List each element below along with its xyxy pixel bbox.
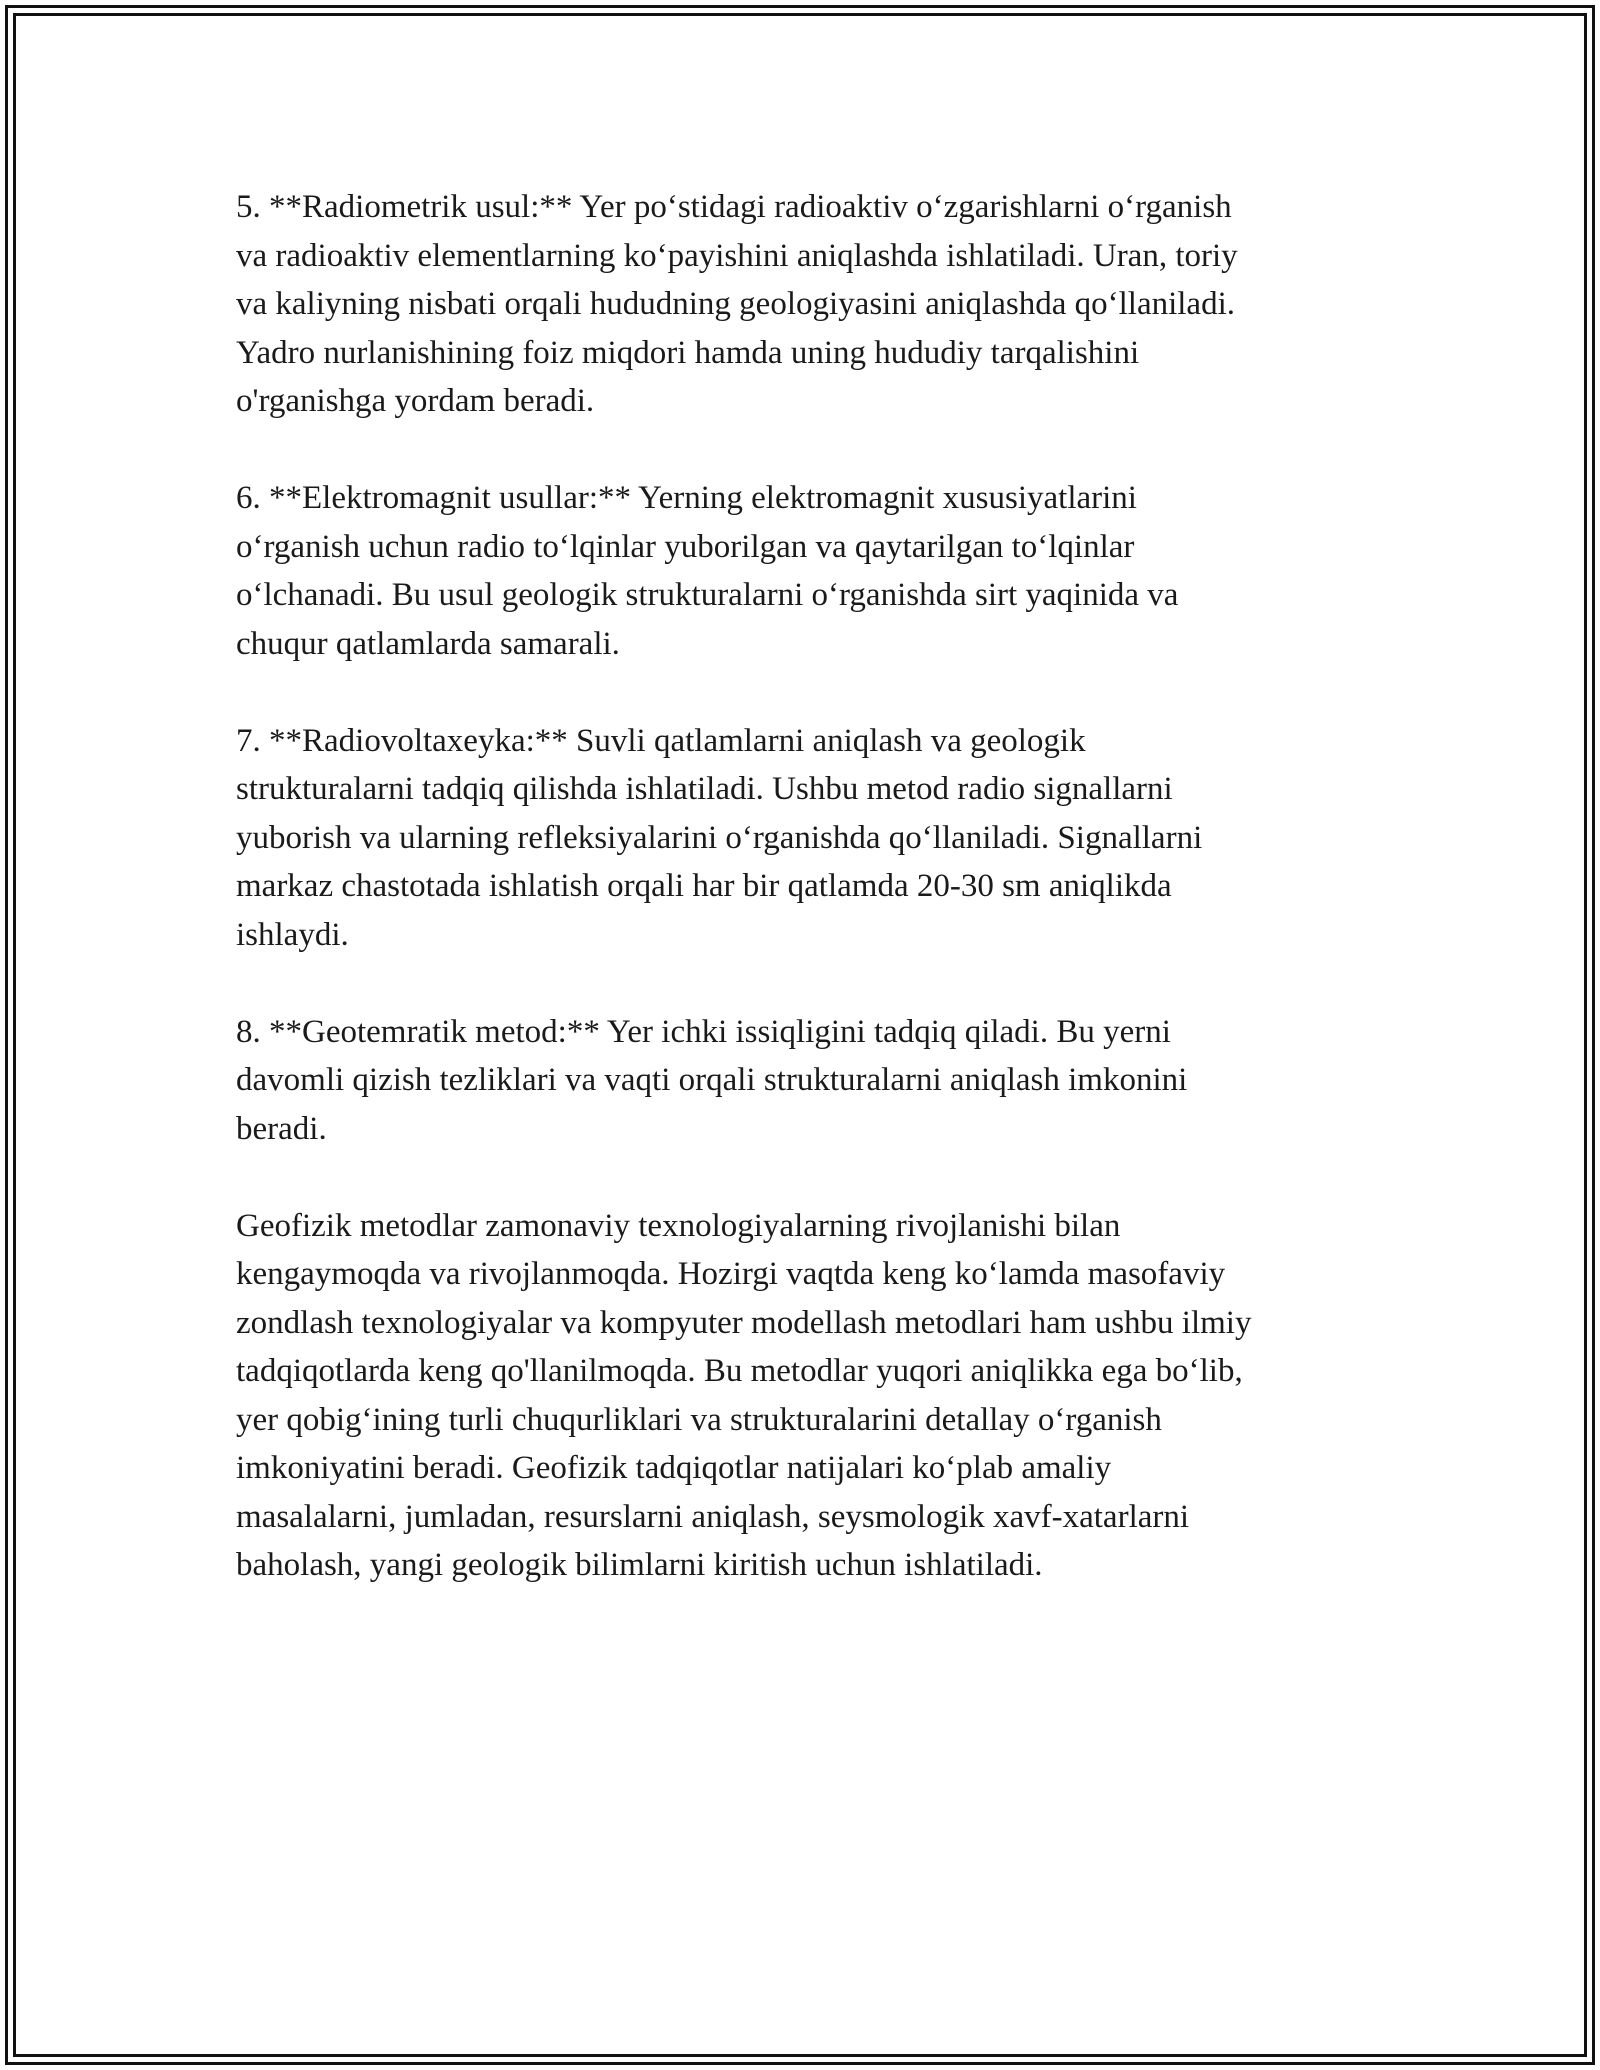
text-line: baholash, yangi geologik bilimlarni kiritish uchun ishlatiladi. (236, 1547, 1043, 1583)
text-line: 8. **Geotemratik metod:** Yer ichki issiqligini tadqiq qiladi. Bu yerni (236, 1013, 1171, 1050)
text-line: yuborish va ularning refleksiyalarini o‘rganishda qo‘llaniladi. Signallarni (236, 819, 1203, 856)
paragraph-radiovoltaxeyka (236, 717, 1366, 960)
text-line: yer qobig‘ining turli chuqurliklari va strukturalarini detallay o‘rganish (236, 1401, 1162, 1438)
paragraph-radiometrik (236, 183, 1366, 426)
text-line: o‘rganish uchun radio to‘lqinlar yuborilgan va qaytarilgan to‘lqinlar (236, 528, 1135, 565)
text-line: strukturalarni tadqiq qilishda ishlatiladi. Ushbu metod radio signallarni (236, 771, 1173, 807)
text-line: masalalarni, jumladan, resurslarni aniqlash, seysmologik xavf-xatarlarni (236, 1498, 1190, 1535)
text-line: zondlash texnologiyalar va kompyuter modellash metodlari ham ushbu ilmiy (236, 1304, 1252, 1341)
text-line: markaz chastotada ishlatish orqali har bir qatlamda 20-30 sm aniqlikda (236, 868, 1172, 904)
text-line: 7. **Radiovoltaxeyka:** Suvli qatlamlarni aniqlash va geologik (236, 722, 1086, 759)
text-line: imkoniyatini beradi. Geofizik tadqiqotlar natijalari ko‘plab amaliy (236, 1450, 1112, 1486)
text-line: va radioaktiv elementlarning ko‘payishini aniqlashda ishlatiladi. Uran, toriy (236, 237, 1238, 274)
paragraph-elektromagnit (236, 474, 1366, 668)
paragraph-summary (236, 1202, 1366, 1590)
text-line: kengaymoqda va rivojlanmoqda. Hozirgi vaqtda keng ko‘lamda masofaviy (236, 1256, 1226, 1292)
text-line: va kaliyning nisbati orqali hududning geologiyasini aniqlashda qo‘llaniladi. (236, 286, 1235, 322)
text-line: 6. **Elektromagnit usullar:** Yerning elektromagnit xususiyatlarini (236, 480, 1137, 516)
paragraph-geotemratik (236, 1008, 1366, 1154)
text-line: o'rganishga yordam beradi. (236, 383, 595, 419)
text-line: 5. **Radiometrik usul:** Yer po‘stidagi radioaktiv o‘zgarishlarni o‘rganish (236, 189, 1232, 225)
text-line: davomli qizish tezliklari va vaqti orqali strukturalarni aniqlash imkonini (236, 1062, 1188, 1098)
text-line: o‘lchanadi. Bu usul geologik strukturalarni o‘rganishda sirt yaqinida va (236, 577, 1179, 613)
text-line: beradi. (236, 1110, 327, 1147)
document-body (236, 183, 1366, 1638)
text-line: tadqiqotlarda keng qo'llanilmoqda. Bu metodlar yuqori aniqlikka ega bo‘lib, (236, 1353, 1243, 1389)
text-line: Yadro nurlanishining foiz miqdori hamda uning hududiy tarqalishini (236, 334, 1140, 371)
text-line: Geofizik metodlar zamonaviy texnologiyalarning rivojlanishi bilan (236, 1207, 1121, 1244)
text-line: chuqur qatlamlarda samarali. (236, 625, 620, 662)
text-line: ishlaydi. (236, 916, 349, 953)
